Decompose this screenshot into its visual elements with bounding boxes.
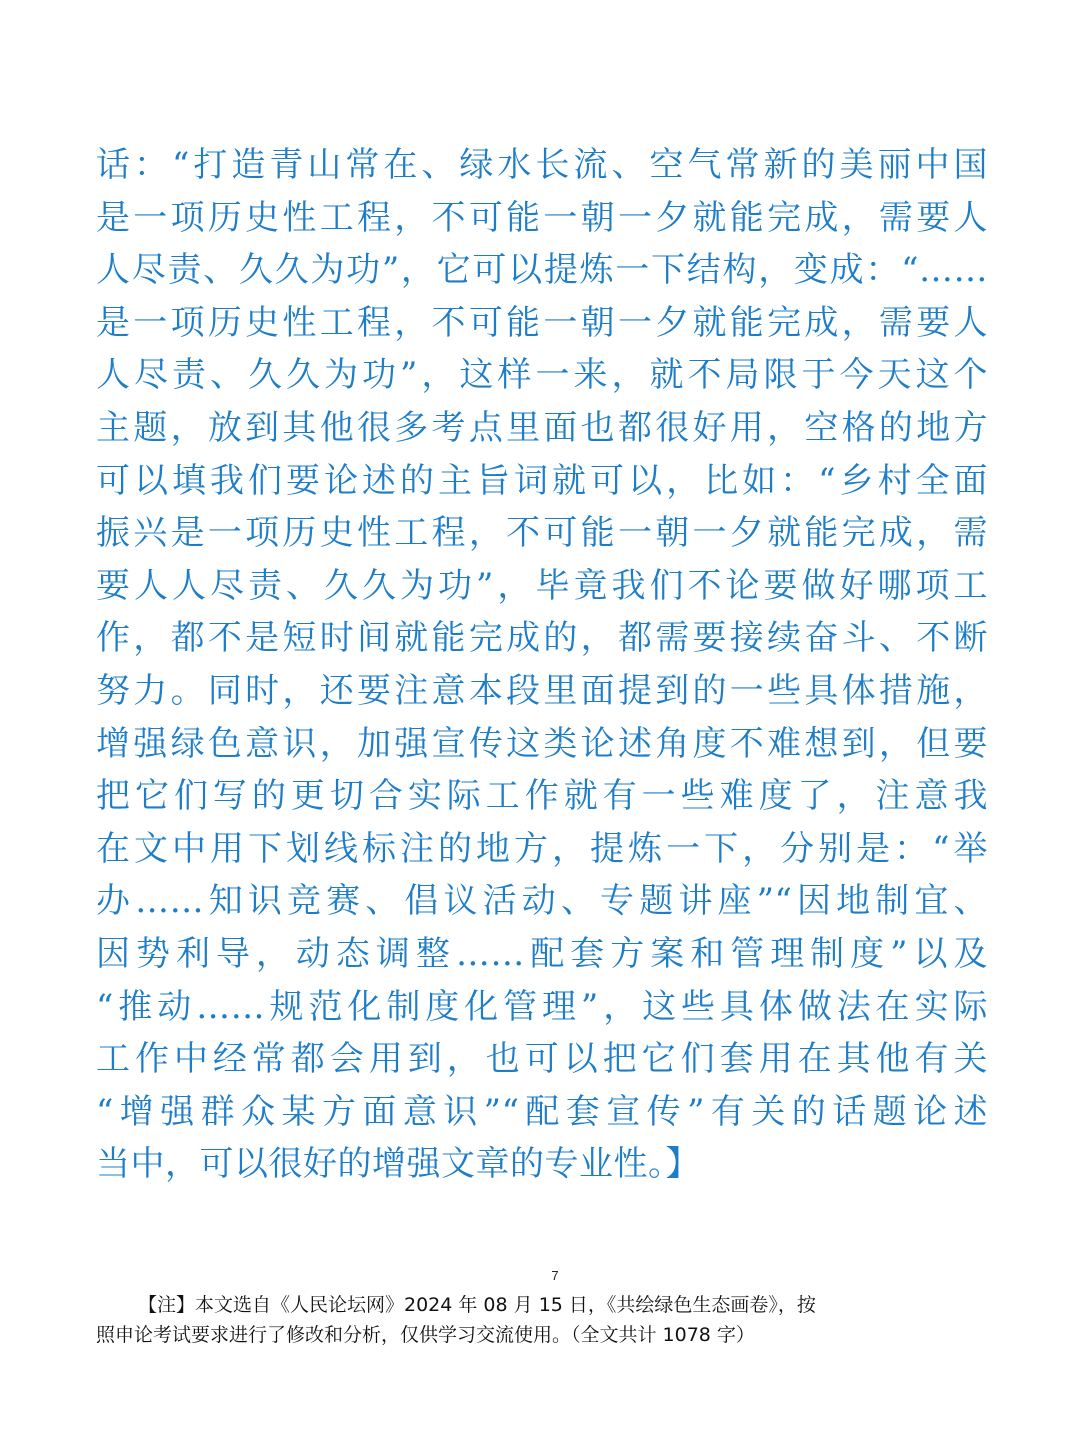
page-number: 7 (551, 1268, 559, 1283)
paragraph-line: 作，都不是短时间就能完成的，都需要接续奋斗、不断 (96, 618, 988, 659)
source-footnote (96, 1290, 988, 1350)
paragraph-line: 是一项历史性工程，不可能一朝一夕就能完成，需要人 (96, 302, 988, 343)
footnote-line: 【注】本文选自《人民论坛网》2024 年 08 月 15 日，《共绘绿色生态画卷》，按 (138, 1294, 816, 1316)
paragraph-line: “增强群众某方面意识”“配套宣传”有关的话题论述 (96, 1091, 988, 1132)
paragraph-line: 要人人尽责、久久为功”，毕竟我们不论要做好哪项工 (96, 565, 988, 606)
paragraph-line: 可以填我们要论述的主旨词就可以，比如：“乡村全面 (96, 460, 988, 501)
paragraph-line: 因势利导，动态调整……配套方案和管理制度”以及 (96, 933, 988, 974)
paragraph-line: 办……知识竞赛、倡议活动、专题讲座”“因地制宜、 (96, 881, 988, 922)
paragraph-line: 人尽责、久久为功”，这样一来，就不局限于今天这个 (96, 355, 988, 396)
paragraph-line: 在文中用下划线标注的地方，提炼一下，分别是：“举 (96, 828, 988, 869)
paragraph-line: 振兴是一项历史性工程，不可能一朝一夕就能完成，需 (96, 513, 988, 554)
paragraph-line: 主题，放到其他很多考点里面也都很好用，空格的地方 (96, 407, 988, 448)
paragraph-line: 话：“打造青山常在、绿水长流、空气常新的美丽中国 (96, 145, 988, 185)
paragraph-line: 是一项历史性工程，不可能一朝一夕就能完成，需要人 (96, 197, 988, 238)
paragraph-line: “推动……规范化制度化管理”，这些具体做法在实际 (96, 986, 988, 1027)
analysis-paragraph (96, 139, 988, 1191)
footnote-line: 照申论考试要求进行了修改和分析，仅供学习交流使用。（全文共计 1078 字） (96, 1324, 755, 1346)
paragraph-line: 人尽责、久久为功”，它可以提炼一下结构，变成：“…… (96, 250, 988, 291)
paragraph-line: 把它们写的更切合实际工作就有一些难度了，注意我 (96, 776, 988, 817)
paragraph-line: 工作中经常都会用到，也可以把它们套用在其他有关 (96, 1039, 988, 1080)
paragraph-line: 努力。同时，还要注意本段里面提到的一些具体措施， (96, 670, 988, 711)
paragraph-line: 增强绿色意识，加强宣传这类论述角度不难想到，但要 (96, 723, 988, 764)
paragraph-line: 当中，可以很好的增强文章的专业性。】 (96, 1144, 700, 1185)
